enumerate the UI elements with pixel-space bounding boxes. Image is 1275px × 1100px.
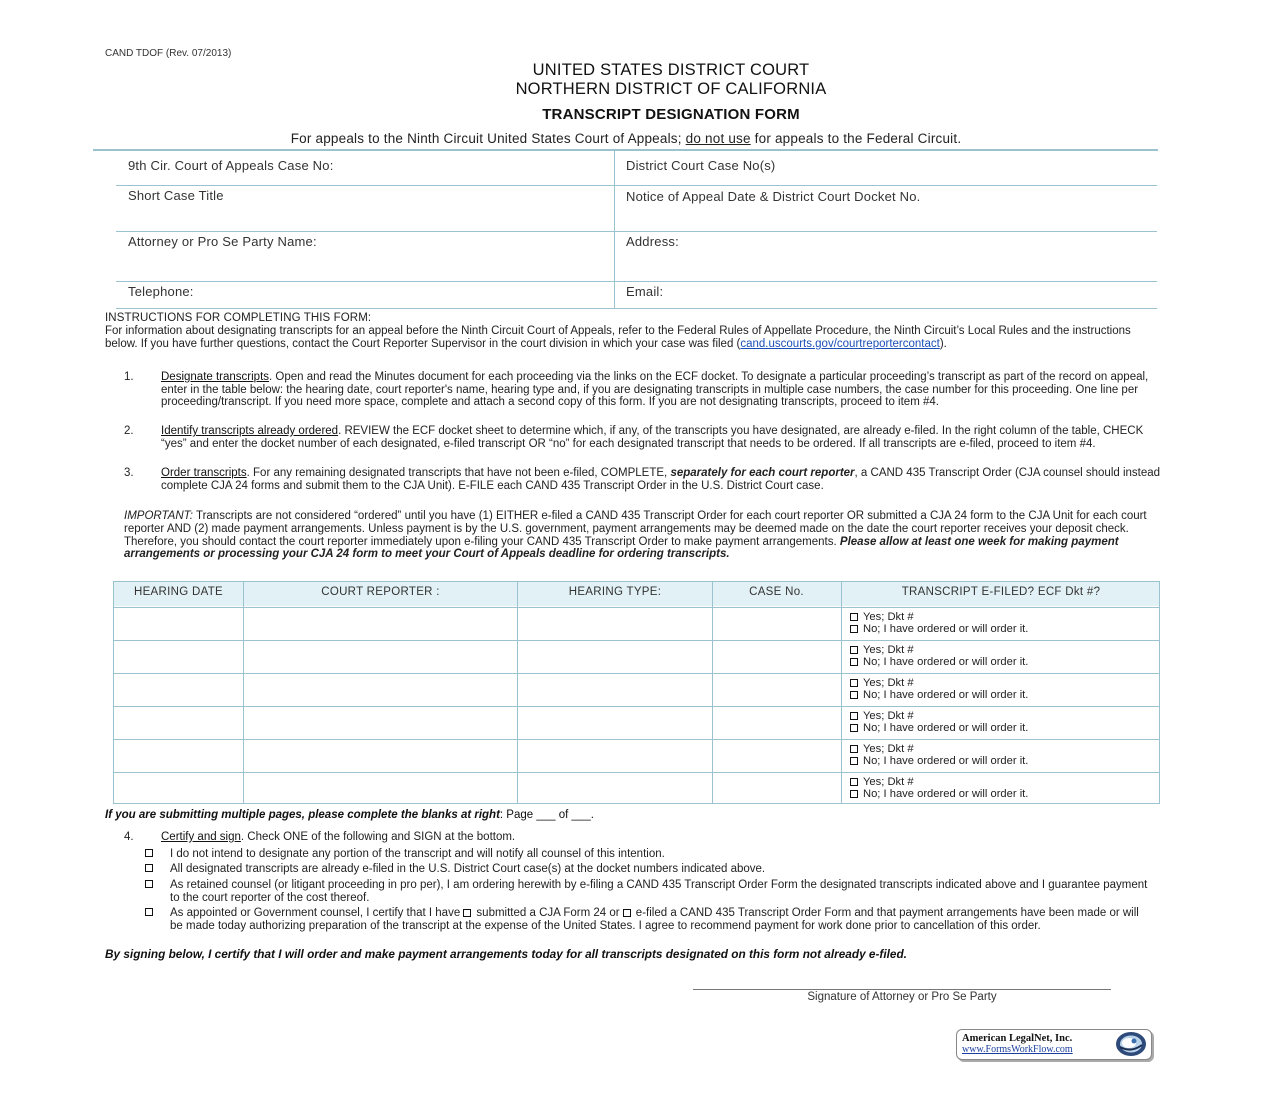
grid-rule	[116, 185, 1157, 186]
checkbox[interactable]	[145, 880, 153, 888]
row-rule	[114, 772, 1159, 773]
col-transcript-efiled: TRANSCRIPT E-FILED? ECF Dkt #?	[901, 586, 1101, 598]
checkbox[interactable]	[850, 691, 858, 699]
efiled-yes-option[interactable]: Yes; Dkt #	[850, 776, 914, 788]
form-subtitle: For appeals to the Ninth Circuit United States Court of Appeals; do not use for appeals to the Federal Circuit.	[290, 131, 962, 146]
efiled-yes-option[interactable]: Yes; Dkt #	[850, 611, 914, 623]
checkbox[interactable]	[850, 613, 858, 621]
email-field[interactable]: Email:	[626, 284, 664, 299]
efiled-no-option[interactable]: No; I have ordered or will order it.	[850, 623, 1028, 635]
col-case-no: CASE No.	[749, 586, 804, 598]
instructions-intro	[105, 312, 1165, 351]
signature-label: Signature of Attorney or Pro Se Party	[807, 991, 997, 1003]
cja24-checkbox[interactable]	[463, 909, 471, 917]
col-divider	[517, 582, 518, 804]
efiled-no-option[interactable]: No; I have ordered or will order it.	[850, 788, 1028, 800]
efiled-yes-option[interactable]: Yes; Dkt #	[850, 743, 914, 755]
page-count-field[interactable]: : Page ___ of ___.	[499, 809, 594, 821]
checkbox[interactable]	[850, 679, 858, 687]
checkbox[interactable]	[850, 658, 858, 666]
checkbox[interactable]	[145, 864, 153, 872]
grid-rule	[116, 281, 1157, 282]
telephone-field[interactable]: Telephone:	[128, 284, 194, 299]
checkbox[interactable]	[850, 625, 858, 633]
efiled-no-option[interactable]: No; I have ordered or will order it.	[850, 656, 1028, 668]
checkbox[interactable]	[850, 745, 858, 753]
form-title: TRANSCRIPT DESIGNATION FORM	[542, 106, 800, 123]
row-rule	[114, 640, 1159, 641]
grid-rule	[116, 231, 1157, 232]
notice-of-appeal-field[interactable]: Notice of Appeal Date & District Court Docket No.	[626, 189, 921, 204]
checkbox[interactable]	[850, 712, 858, 720]
col-divider	[841, 582, 842, 804]
checkbox[interactable]	[850, 724, 858, 732]
appeals-case-no-field[interactable]: 9th Cir. Court of Appeals Case No:	[128, 158, 334, 173]
instructions-heading: INSTRUCTIONS FOR COMPLETING THIS FORM:	[105, 312, 372, 324]
grid-rule	[116, 308, 1157, 309]
efiled-no-option[interactable]: No; I have ordered or will order it.	[850, 755, 1028, 767]
form-id: CAND TDOF (Rev. 07/2013)	[105, 48, 232, 59]
certification-statement: By signing below, I certify that I will order and make payment arrangements today for all transcripts designated on this form not already e-filed.	[105, 947, 907, 961]
short-case-title-field[interactable]: Short Case Title	[128, 188, 224, 203]
col-divider	[243, 582, 244, 804]
efile-cand435-checkbox[interactable]	[623, 909, 631, 917]
important-notice: IMPORTANT: Transcripts are not considered “ordered” until you have (1) EITHER e-filed a CAND 435 Transcript Order for each court reporter OR submitted a CJA 24 form to the CJA Unit for each court reporter AND (2) made payment arrangements. Unless payment is by the U.S. government, payment arrangements may be deemed made on the date the court reporter receives your deposit check. Therefore, you should contact the court reporter immediately upon e-filing your CAND 435 Transcript Order to make payment arrangements. Please allow at least one week for making payment arrangements or processing your CJA 24 form to meet your Court of Appeals deadline for ordering transcripts.	[124, 510, 1147, 561]
row-rule	[114, 673, 1159, 674]
multi-page-note: If you are submitting multiple pages, please complete the blanks at right: Page ___ of ___.	[105, 809, 594, 821]
globe-logo-icon	[1114, 1031, 1148, 1057]
efiled-yes-option[interactable]: Yes; Dkt #	[850, 710, 914, 722]
attorney-name-field[interactable]: Attorney or Pro Se Party Name:	[128, 234, 317, 249]
checkbox[interactable]	[850, 646, 858, 654]
court-name: UNITED STATES DISTRICT COURT	[532, 61, 810, 79]
efiled-yes-option[interactable]: Yes; Dkt #	[850, 644, 914, 656]
col-hearing-date: HEARING DATE	[133, 586, 223, 598]
district-case-no-field[interactable]: District Court Case No(s)	[626, 158, 776, 173]
efiled-no-option[interactable]: No; I have ordered or will order it.	[850, 689, 1028, 701]
efiled-yes-option[interactable]: Yes; Dkt #	[850, 677, 914, 689]
efiled-no-option[interactable]: No; I have ordered or will order it.	[850, 722, 1028, 734]
company-url-link[interactable]: www.FormsWorkFlow.com	[962, 1044, 1073, 1055]
checkbox[interactable]	[145, 849, 153, 857]
row-rule	[114, 607, 1159, 608]
row-rule	[114, 739, 1159, 740]
col-divider	[712, 582, 713, 804]
grid-divider	[614, 151, 615, 308]
row-rule	[114, 706, 1159, 707]
header-rule	[93, 149, 1158, 151]
col-hearing-type: HEARING TYPE:	[568, 586, 662, 598]
signature-line[interactable]	[693, 989, 1111, 990]
col-court-reporter: COURT REPORTER :	[321, 586, 440, 598]
court-reporter-contact-link[interactable]: cand.uscourts.gov/courtreportercontact	[740, 338, 940, 350]
checkbox[interactable]	[850, 757, 858, 765]
checkbox[interactable]	[145, 908, 153, 916]
checkbox[interactable]	[850, 790, 858, 798]
checkbox[interactable]	[850, 778, 858, 786]
company-name: American LegalNet, Inc.	[962, 1033, 1073, 1044]
address-field[interactable]: Address:	[626, 234, 679, 249]
court-district: NORTHERN DISTRICT OF CALIFORNIA	[515, 80, 827, 98]
instructions-text: For information about designating transcripts for an appeal before the Ninth Circuit Court of Appeals, refer to the Federal Rules of Appellate Procedure, the Ninth Circuit’s Local Rules and the instructions below. If you have further questions, contact the Court Reporter Supervisor in the court division in which your case was filed (cand.uscourts.gov/courtreportercontact).	[105, 325, 1131, 350]
